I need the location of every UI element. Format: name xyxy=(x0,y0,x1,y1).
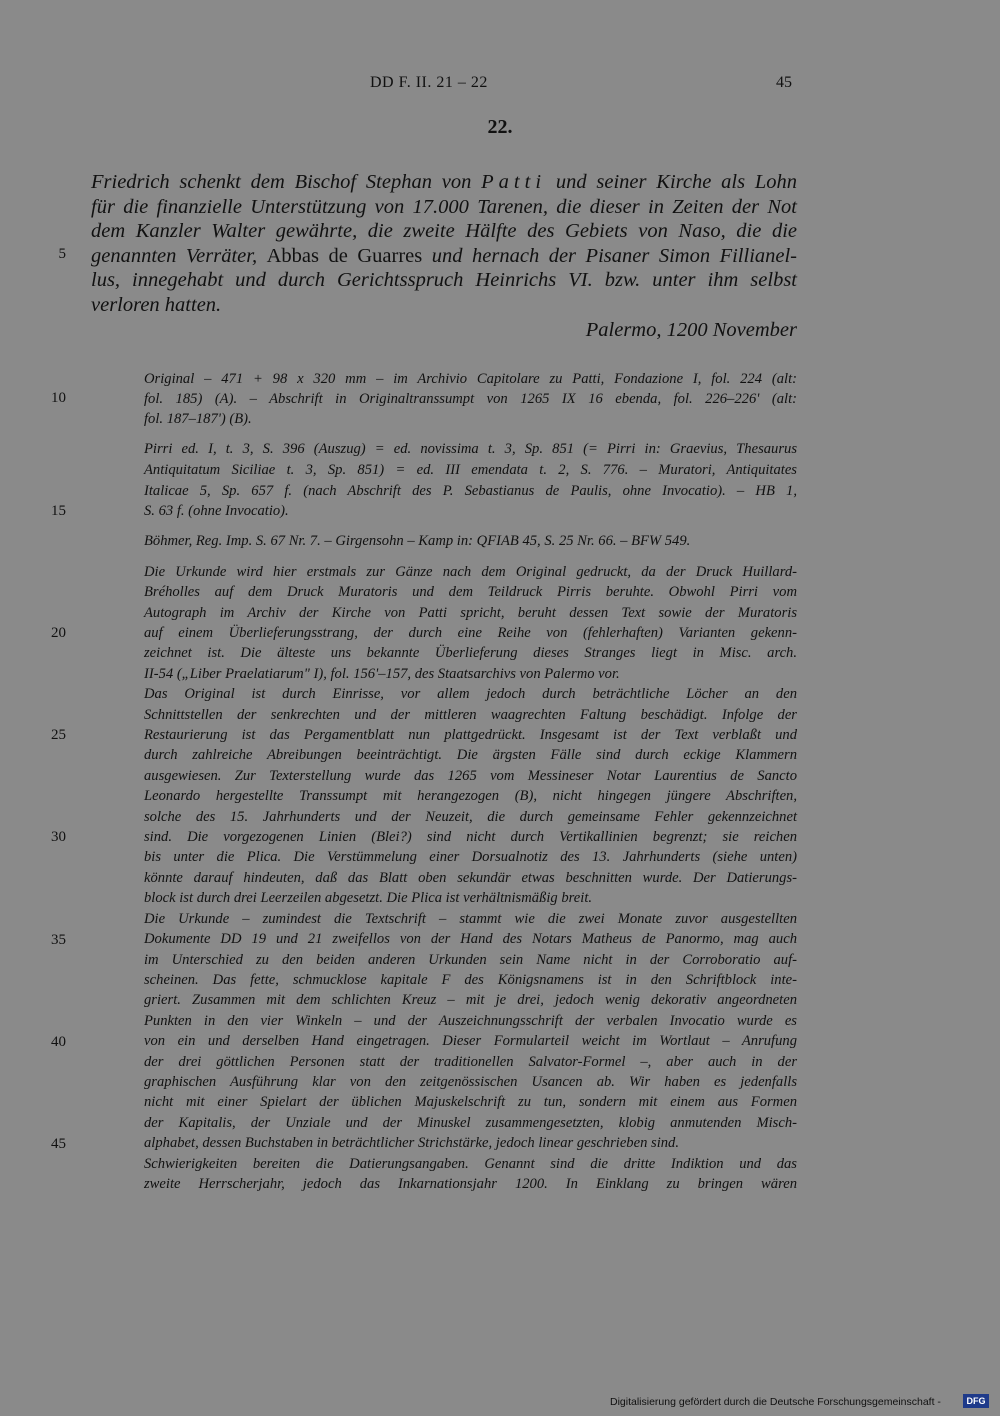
page-number: 45 xyxy=(776,74,792,91)
body-line: Dokumente DD 19 und 21 zweifellos von der Hand des Notars Matheus de Panormo, mag auch xyxy=(144,931,797,947)
line-number: 30 xyxy=(51,829,66,845)
place-name-patti: Patti xyxy=(481,171,547,193)
body-line: graphischen Ausführung klar von den zeitgenössischen Usancen ab. Wir haben es jedenfalls xyxy=(144,1074,797,1090)
body-line: Pirri ed. I, t. 3, S. 396 (Auszug) = ed. novissima t. 3, Sp. 851 (= Pirri in: Graevius, Thesaurus xyxy=(144,441,797,457)
body-line: Bréholles auf dem Druck Muratoris und dem Teildruck Pirris beruhte. Obwohl Pirri vom xyxy=(144,584,797,600)
document-number: 22. xyxy=(487,116,513,138)
body-line: Original – 471 + 98 x 320 mm – im Archivio Capitolare zu Patti, Fondazione I, fol. 224 (alt: xyxy=(144,371,797,387)
line-number: 5 xyxy=(58,246,66,262)
body-line: durch zahlreiche Abreibungen beeinträchtigt. Die ärgsten Fälle sind durch eckige Klammern xyxy=(144,747,797,763)
body-line: könnte darauf hindeuten, daß das Blatt oben sekundär etwas beschnitten wurde. Der Datierungs- xyxy=(144,870,797,886)
body-line: zweite Herrscherjahr, jedoch das Inkarnationsjahr 1200. In Einklang zu bringen wären xyxy=(144,1176,797,1192)
line-number: 20 xyxy=(51,625,66,641)
body-line: Böhmer, Reg. Imp. S. 67 Nr. 7. – Girgensohn – Kamp in: QFIAB 45, S. 25 Nr. 66. – BFW 549. xyxy=(144,533,691,549)
body-line: Die Urkunde – zumindest die Textschrift – stammt wie die zwei Monate zuvor ausgestellten xyxy=(144,911,797,927)
body-line: Das Original ist durch Einrisse, vor allem jedoch durch beträchtliche Löcher an den xyxy=(144,686,797,702)
regest-line: genannten Verräter, Abbas de Guarres und hernach der Pisaner Simon Fillianel- xyxy=(91,244,798,267)
body-line: alphabet, dessen Buchstaben in beträchtlicher Strichstärke, jedoch linear geschrieben sind. xyxy=(144,1135,679,1151)
body-line: block ist durch drei Leerzeilen abgesetzt. Die Plica ist verhältnismäßig breit. xyxy=(144,890,593,906)
dating-line: Palermo, 1200 November xyxy=(585,319,797,341)
body-line: Leonardo hergestellte Transsumpt mit herangezogen (B), nicht hingegen jüngere Abschriften, xyxy=(144,788,797,804)
running-title: DD F. II. 21 – 22 xyxy=(370,74,488,91)
regest-line: dem Kanzler Walter gewährte, die zweite Hälfte des Gebiets von Naso, die die xyxy=(91,220,797,243)
regest-line: für die finanzielle Unterstützung von 17.000 Tarenen, die dieser in Zeiten der Not xyxy=(91,195,797,218)
line-number: 40 xyxy=(51,1034,66,1050)
regest-line: verloren hatten. xyxy=(91,294,222,316)
body-line: griert. Zusammen mit dem schlichten Kreuz – mit je drei, jedoch wenig dekorativ angeordneten xyxy=(144,992,797,1008)
body-line: nicht mit einer Spielart der üblichen Majuskelschrift zu tun, sondern mit einem aus Formen xyxy=(144,1094,797,1110)
body-line: S. 63 f. (ohne Invocatio). xyxy=(144,503,289,519)
body-line: auf einem Überlieferungsstrang, der durch eine Reihe von (fehlerhaften) Varianten gekenn- xyxy=(144,625,797,641)
body-line: solche des 15. Jahrhunderts und der Neuzeit, die durch gemeinsame Fehler gekennzeichnet xyxy=(144,809,797,825)
dfg-logo: DFG xyxy=(963,1394,989,1408)
body-line: zeichnet ist. Die älteste uns bekannte Überlieferung dieses Stranges liegt in Misc. arch. xyxy=(144,645,797,661)
line-number: 45 xyxy=(51,1136,66,1152)
line-number: 25 xyxy=(51,727,66,743)
body-line: im Unterschied zu den beiden anderen Urkunden sein Name nicht in der Corroboratio auf- xyxy=(144,952,797,968)
regest-line: Friedrich schenkt dem Bischof Stephan von Patti und seiner Kirche als Lohn xyxy=(91,171,798,193)
body-line: Restaurierung ist das Pergamentblatt nun plattgedrückt. Insgesamt ist der Text verblaßt und xyxy=(144,727,797,743)
line-number: 10 xyxy=(51,390,66,406)
body-line: Schwierigkeiten bereiten die Datierungsangaben. Genannt sind die dritte Indiktion und das xyxy=(144,1156,797,1172)
digitization-credit: Digitalisierung gefördert durch die Deutsche Forschungsgemeinschaft - xyxy=(610,1396,941,1408)
line-number: 35 xyxy=(51,932,66,948)
body-line: der Kapitalis, der Unziale und der Minuskel zusammengesetzten, klobig anmutenden Misch- xyxy=(144,1115,797,1131)
line-number: 15 xyxy=(51,503,66,519)
body-line: Italicae 5, Sp. 657 f. (nach Abschrift des P. Sebastianus de Paulis, ohne Invocatio). – HB 1, xyxy=(144,483,797,499)
regest-line: lus, innegehabt und durch Gerichtsspruch Heinrichs VI. bzw. unter ihm selbst xyxy=(91,269,797,292)
body-line: Autograph im Archiv der Kirche von Patti spricht, beruht dessen Text sowie der Muratoris xyxy=(144,605,797,621)
body-line: Schnittstellen der senkrechten und der mittleren waagrechten Faltung beschädigt. Infolge der xyxy=(144,707,797,723)
body-line: Punkten in den vier Winkeln – und der Auszeichnungsschrift der verbalen Invocatio wurde es xyxy=(144,1013,797,1029)
person-name-abbas: Abbas de Guarres xyxy=(266,244,423,267)
body-line: Antiquitatum Siciliae t. 3, Sp. 851) = ed. III emendata t. 2, S. 776. – Muratori, Antiquitates xyxy=(144,462,797,478)
body-line: von ein und derselben Hand eingetragen. Dieser Formularteil weicht im Wortlaut – Anrufung xyxy=(144,1033,797,1049)
body-line: der drei göttlichen Personen statt der traditionellen Salvator-Formel –, aber auch in der xyxy=(144,1054,797,1070)
body-line: fol. 185) (A). – Abschrift in Originaltranssumpt von 1265 IX 16 ebenda, fol. 226–226' (alt: xyxy=(144,391,797,407)
body-line: ausgewiesen. Zur Texterstellung wurde das 1265 vom Messineser Notar Laurentius de Sancto xyxy=(144,768,797,784)
body-line: sind. Die vorgezogenen Linien (Blei?) sind nicht durch Vertikallinien begrenzt; sie reichen xyxy=(144,829,797,845)
body-line: bis unter die Plica. Die Verstümmelung einer Dorsualnotiz des 13. Jahrhunderts (siehe unten) xyxy=(144,849,797,865)
body-line: II-54 („Liber Praelatiarum" I), fol. 156'–157, des Staatsarchivs von Palermo vor. xyxy=(144,666,620,682)
body-line: scheinen. Das fette, schmucklose kapitale F des Königsnamens ist in den Schriftblock inte- xyxy=(144,972,797,988)
body-line: Die Urkunde wird hier erstmals zur Gänze nach dem Original gedruckt, da der Druck Huillard- xyxy=(144,564,797,580)
body-line: fol. 187–187') (B). xyxy=(144,411,252,427)
